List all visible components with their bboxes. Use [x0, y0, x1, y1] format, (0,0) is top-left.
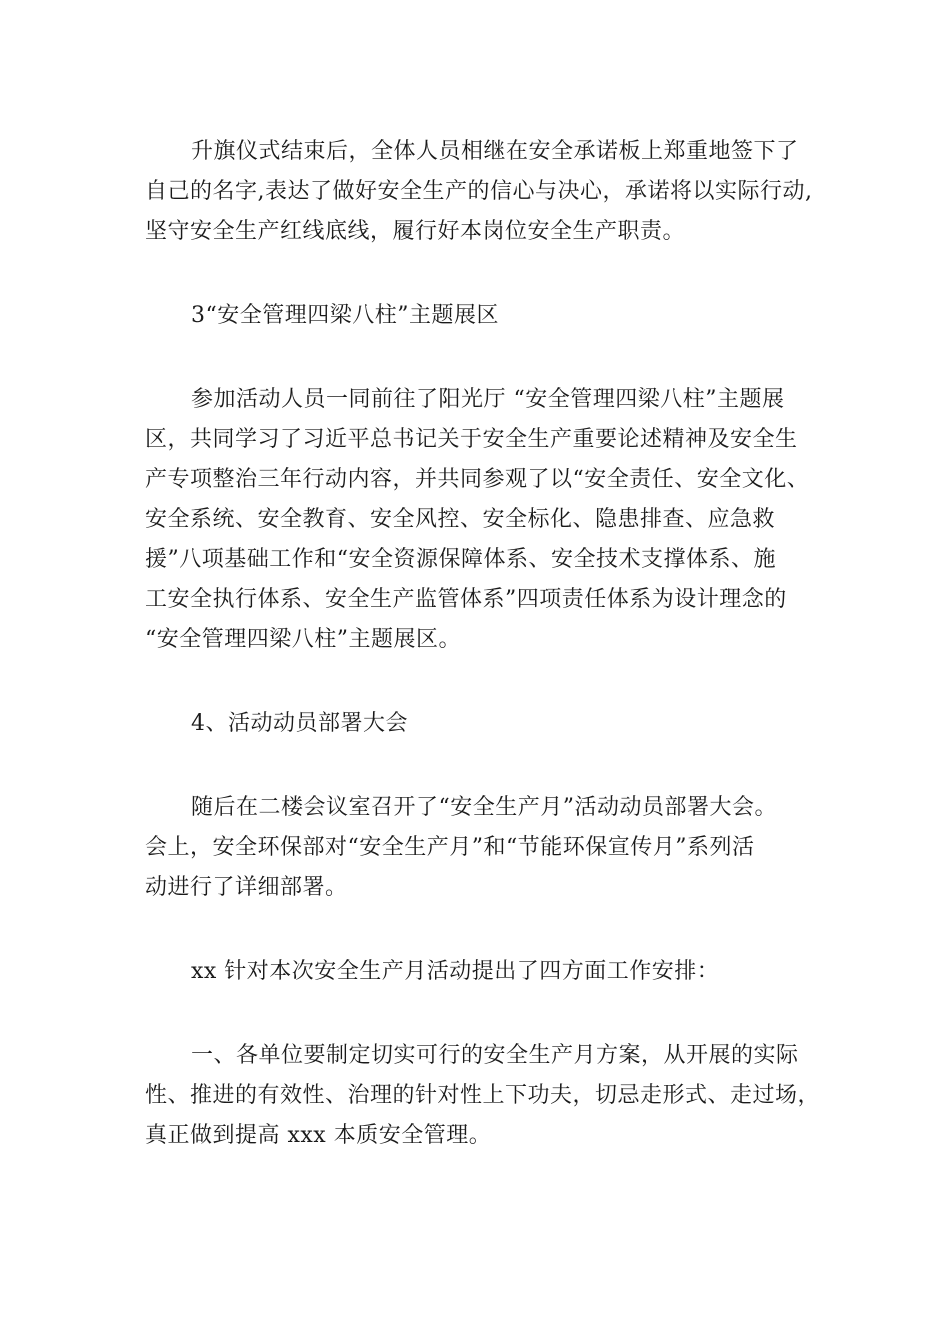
text-line: 参加活动人员一同前往了阳光厅 “安全管理四梁八柱”主题展	[191, 387, 785, 412]
text-line: 安全系统、安全教育、安全风控、安全标化、隐患排查、应急救	[145, 507, 776, 532]
text-line: 升旗仪式结束后，全体人员相继在安全承诺板上郑重地签下了	[191, 139, 799, 164]
paragraph-meeting	[145, 788, 810, 908]
text-line: “安全管理四梁八柱”主题展区。	[145, 627, 461, 652]
text-line: 自己的名字,表达了做好安全生产的信心与决心，承诺将以实际行动,	[145, 179, 813, 204]
text-line: 会上，安全环保部对“安全生产月”和“节能环保宣传月”系列活	[145, 835, 755, 860]
paragraph-arrangements-intro	[145, 952, 810, 992]
paragraph-exhibition	[145, 380, 810, 660]
text-line: 工安全执行体系、安全生产监管体系”四项责任体系为设计理念的	[145, 587, 787, 612]
text-line: 动进行了详细部署。	[145, 875, 348, 900]
document-page	[145, 132, 821, 1200]
text-line: 区，共同学习了习近平总书记关于安全生产重要论述精神及安全生	[145, 427, 798, 452]
text-line: 真正做到提高 xxx 本质安全管理。	[145, 1123, 492, 1148]
text-line: xx 针对本次安全生产月活动提出了四方面工作安排：	[191, 959, 720, 984]
text-line: 援”八项基础工作和“安全资源保障体系、安全技术支撑体系、施	[145, 547, 776, 572]
paragraph-signing	[145, 132, 813, 252]
section-heading-meeting	[145, 704, 810, 744]
heading-text: 3“安全管理四梁八柱”主题展区	[191, 303, 499, 328]
text-line: 坚守安全生产红线底线，履行好本岗位安全生产职责。	[145, 219, 686, 244]
text-line: 随后在二楼会议室召开了“安全生产月”活动动员部署大会。	[191, 795, 777, 820]
section-heading-exhibition	[145, 296, 810, 336]
heading-text: 4、活动动员部署大会	[191, 711, 408, 736]
paragraph-arrangement-one	[145, 1036, 821, 1156]
text-line: 产专项整治三年行动内容，并共同参观了以“安全责任、安全文化、	[145, 467, 810, 492]
text-line: 一、各单位要制定切实可行的安全生产月方案，从开展的实际	[191, 1043, 799, 1068]
text-line: 性、推进的有效性、治理的针对性上下功夫，切忌走形式、走过场，	[145, 1083, 821, 1108]
